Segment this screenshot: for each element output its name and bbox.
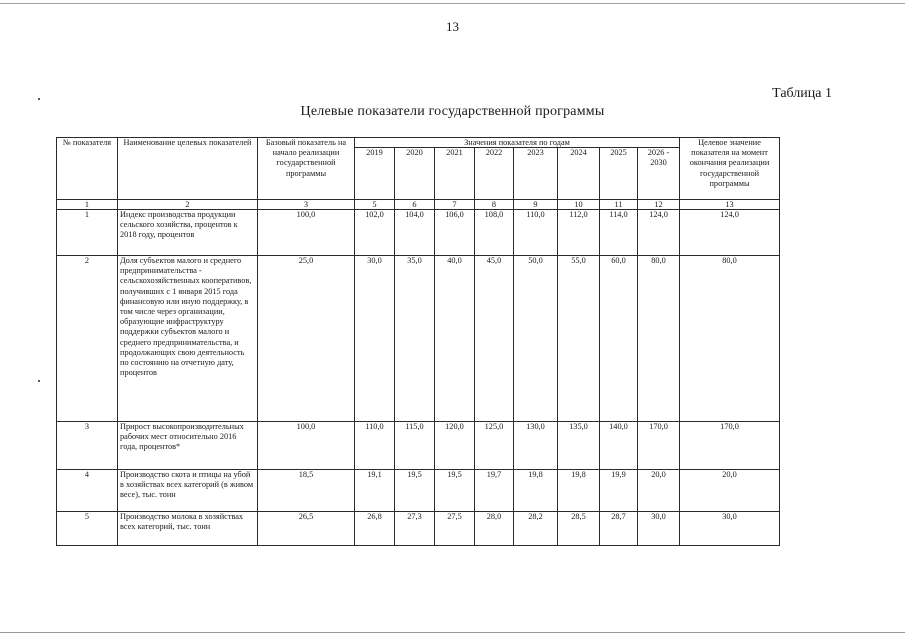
scan-top-edge	[0, 3, 905, 4]
row-value: 26,8	[355, 512, 395, 546]
table-row	[57, 470, 780, 512]
scan-speck	[38, 380, 40, 382]
row-value: 19,5	[395, 470, 435, 512]
header-year: 2022	[475, 148, 514, 200]
column-number: 10	[558, 200, 600, 210]
column-number: 7	[435, 200, 475, 210]
row-value: 19,7	[475, 470, 514, 512]
row-value: 30,0	[355, 256, 395, 422]
column-number-row	[57, 200, 780, 210]
header-year: 2025	[600, 148, 638, 200]
header-year: 2020	[395, 148, 435, 200]
row-base: 18,5	[258, 470, 355, 512]
row-value: 102,0	[355, 210, 395, 256]
row-num: 1	[57, 210, 118, 256]
row-value: 80,0	[638, 256, 680, 422]
row-name: Доля субъектов малого и среднего предпринимательства - сельскохозяйственных кооперативов, получивших с 1 января 2015 года финансовую или иную поддержку, в том числе через организации, образующие инфраструктуру поддержки субъектов малого и среднего предпринимательства, и продолжающих свою деятельность по состоянию на отчетную дату, процентов	[118, 256, 258, 422]
row-target: 80,0	[680, 256, 780, 422]
header-num: № показателя	[57, 138, 118, 200]
row-num: 4	[57, 470, 118, 512]
row-value: 28,5	[558, 512, 600, 546]
row-value: 35,0	[395, 256, 435, 422]
row-value: 110,0	[355, 422, 395, 470]
row-value: 28,7	[600, 512, 638, 546]
row-value: 19,8	[514, 470, 558, 512]
row-value: 108,0	[475, 210, 514, 256]
row-name: Прирост высокопроизводительных рабочих мест относительно 2016 года, процентов*	[118, 422, 258, 470]
column-number: 12	[638, 200, 680, 210]
row-name: Производство скота и птицы на убой в хозяйствах всех категорий (в живом весе), тыс. тонн	[118, 470, 258, 512]
row-name: Индекс производства продукции сельского хозяйства, процентов к 2018 году, процентов	[118, 210, 258, 256]
row-num: 3	[57, 422, 118, 470]
row-value: 20,0	[638, 470, 680, 512]
row-value: 125,0	[475, 422, 514, 470]
row-base: 100,0	[258, 422, 355, 470]
header-years-group: Значения показателя по годам	[355, 138, 680, 148]
row-value: 140,0	[600, 422, 638, 470]
page-number: 13	[446, 19, 459, 34]
table-row	[57, 256, 780, 422]
header-year: 2026 - 2030	[638, 148, 680, 200]
row-num: 5	[57, 512, 118, 546]
row-name: Производство молока в хозяйствах всех категорий, тыс. тонн	[118, 512, 258, 546]
row-value: 124,0	[638, 210, 680, 256]
row-target: 30,0	[680, 512, 780, 546]
row-target: 20,0	[680, 470, 780, 512]
row-value: 114,0	[600, 210, 638, 256]
row-value: 45,0	[475, 256, 514, 422]
row-value: 19,9	[600, 470, 638, 512]
table-row	[57, 512, 780, 546]
row-value: 19,8	[558, 470, 600, 512]
row-value: 130,0	[514, 422, 558, 470]
row-value: 60,0	[600, 256, 638, 422]
header-year: 2021	[435, 148, 475, 200]
table-label: Таблица 1	[772, 86, 832, 101]
column-number: 3	[258, 200, 355, 210]
column-number: 11	[600, 200, 638, 210]
row-value: 106,0	[435, 210, 475, 256]
row-value: 120,0	[435, 422, 475, 470]
header-base: Базовый показатель на начало реализации государственной программы	[258, 138, 355, 200]
row-value: 115,0	[395, 422, 435, 470]
row-target: 170,0	[680, 422, 780, 470]
row-value: 40,0	[435, 256, 475, 422]
row-value: 112,0	[558, 210, 600, 256]
header-year: 2024	[558, 148, 600, 200]
column-number: 9	[514, 200, 558, 210]
scan-bottom-edge	[0, 632, 905, 633]
page-title: Целевые показатели государственной программы	[300, 104, 605, 119]
row-value: 170,0	[638, 422, 680, 470]
row-value: 50,0	[514, 256, 558, 422]
row-value: 27,5	[435, 512, 475, 546]
row-value: 110,0	[514, 210, 558, 256]
scan-speck	[38, 98, 40, 100]
column-number: 1	[57, 200, 118, 210]
column-number: 6	[395, 200, 435, 210]
column-number: 2	[118, 200, 258, 210]
row-value: 27,3	[395, 512, 435, 546]
header-row-1	[57, 138, 780, 148]
header-target: Целевое значение показателя на момент окончания реализации государственной программы	[680, 138, 780, 200]
column-number: 5	[355, 200, 395, 210]
table-row	[57, 422, 780, 470]
row-value: 19,1	[355, 470, 395, 512]
column-number: 8	[475, 200, 514, 210]
row-base: 100,0	[258, 210, 355, 256]
row-target: 124,0	[680, 210, 780, 256]
row-value: 135,0	[558, 422, 600, 470]
header-name: Наименование целевых показателей	[118, 138, 258, 200]
row-value: 28,0	[475, 512, 514, 546]
header-year: 2019	[355, 148, 395, 200]
row-value: 30,0	[638, 512, 680, 546]
header-year: 2023	[514, 148, 558, 200]
column-number: 13	[680, 200, 780, 210]
row-base: 26,5	[258, 512, 355, 546]
row-value: 55,0	[558, 256, 600, 422]
row-num: 2	[57, 256, 118, 422]
table-row	[57, 210, 780, 256]
row-value: 104,0	[395, 210, 435, 256]
row-base: 25,0	[258, 256, 355, 422]
row-value: 28,2	[514, 512, 558, 546]
indicators-table	[56, 137, 780, 546]
row-value: 19,5	[435, 470, 475, 512]
